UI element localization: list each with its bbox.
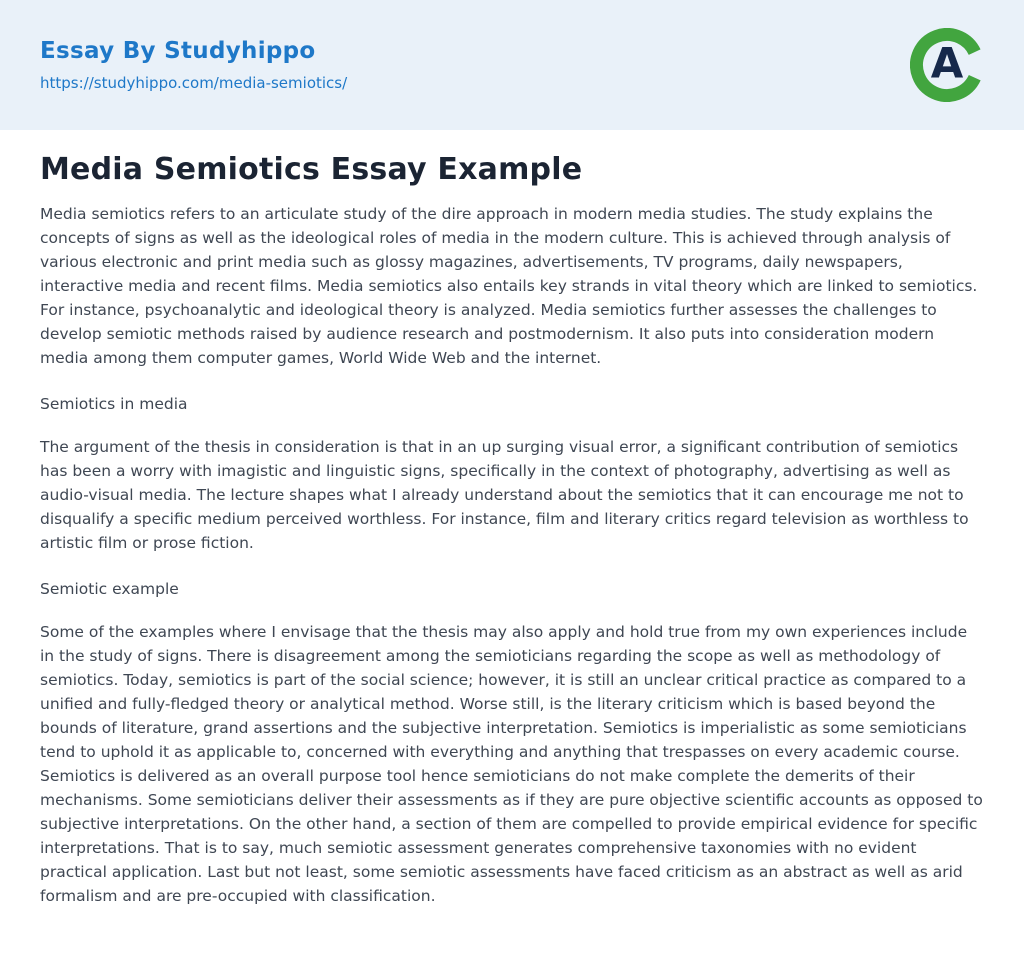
essay-content xyxy=(0,130,1024,967)
studyhippo-logo-icon xyxy=(910,28,984,102)
source-url-link[interactable]: https://studyhippo.com/media-semiotics/ xyxy=(40,74,348,92)
site-title: Essay By Studyhippo xyxy=(40,38,316,64)
page-header xyxy=(0,0,1024,130)
essay-paragraph-examples: Some of the examples where I envisage that the thesis may also apply and hold true from my own experiences include in the study of signs. There is disagreement among the semioticians regarding the scope as well as methodology of semiotics. Today, semiotics is part of the social science; however, it is still an unclear critical practice as compared to a unified and fully-fledged theory or analytical method. Worse still, is the literary criticism which is based beyond the bounds of literature, grand assertions and the subjective interpretation. Semiotics is imperialistic as some semioticians tend to uphold it as applicable to, concerned with everything and anything that trespasses on every academic course. Semiotics is delivered as an overall purpose tool hence semioticians do not make complete the demerits of their mechanisms. Some semioticians deliver their assessments as if they are pure objective scientific accounts as opposed to subjective interpretations. On the other hand, a section of them are compelled to provide empirical evidence for specific interpretations. That is to say, much semiotic assessment generates comprehensive taxonomies with no evident practical application. Last but not least, some semiotic assessments have faced criticism as an abstract as well as arid formalism and are pre-occupied with classification. xyxy=(40,623,983,905)
section-heading-semiotics-in-media: Semiotics in media xyxy=(40,395,188,413)
logo-letter: A xyxy=(930,38,964,88)
essay-paragraph-intro: Media semiotics refers to an articulate study of the dire approach in modern media studies. The study explains the concepts of signs as well as the ideological roles of media in the modern culture. This is achieved through analysis of various electronic and print media such as glossy magazines, advertisements, TV programs, daily newspapers, interactive media and recent films. Media semiotics also entails key strands in vital theory which are linked to semiotics. For instance, psychoanalytic and ideological theory is analyzed. Media semiotics further assesses the challenges to develop semiotic methods raised by audience research and postmodernism. It also puts into consideration modern media among them computer games, World Wide Web and the internet. xyxy=(40,205,978,367)
header-text-block xyxy=(40,38,347,92)
section-heading-semiotic-example: Semiotic example xyxy=(40,580,179,598)
essay-title: Media Semiotics Essay Example xyxy=(40,152,583,187)
essay-paragraph-thesis: The argument of the thesis in consideration is that in an up surging visual error, a significant contribution of semiotics has been a worry with imagistic and linguistic signs, specifically in the context of photography, advertising as well as audio-visual media. The lecture shapes what I already understand about the semiotics that it can encourage me not to disqualify a specific medium perceived worthless. For instance, film and literary critics regard television as worthless to artistic film or prose fiction. xyxy=(40,438,969,552)
